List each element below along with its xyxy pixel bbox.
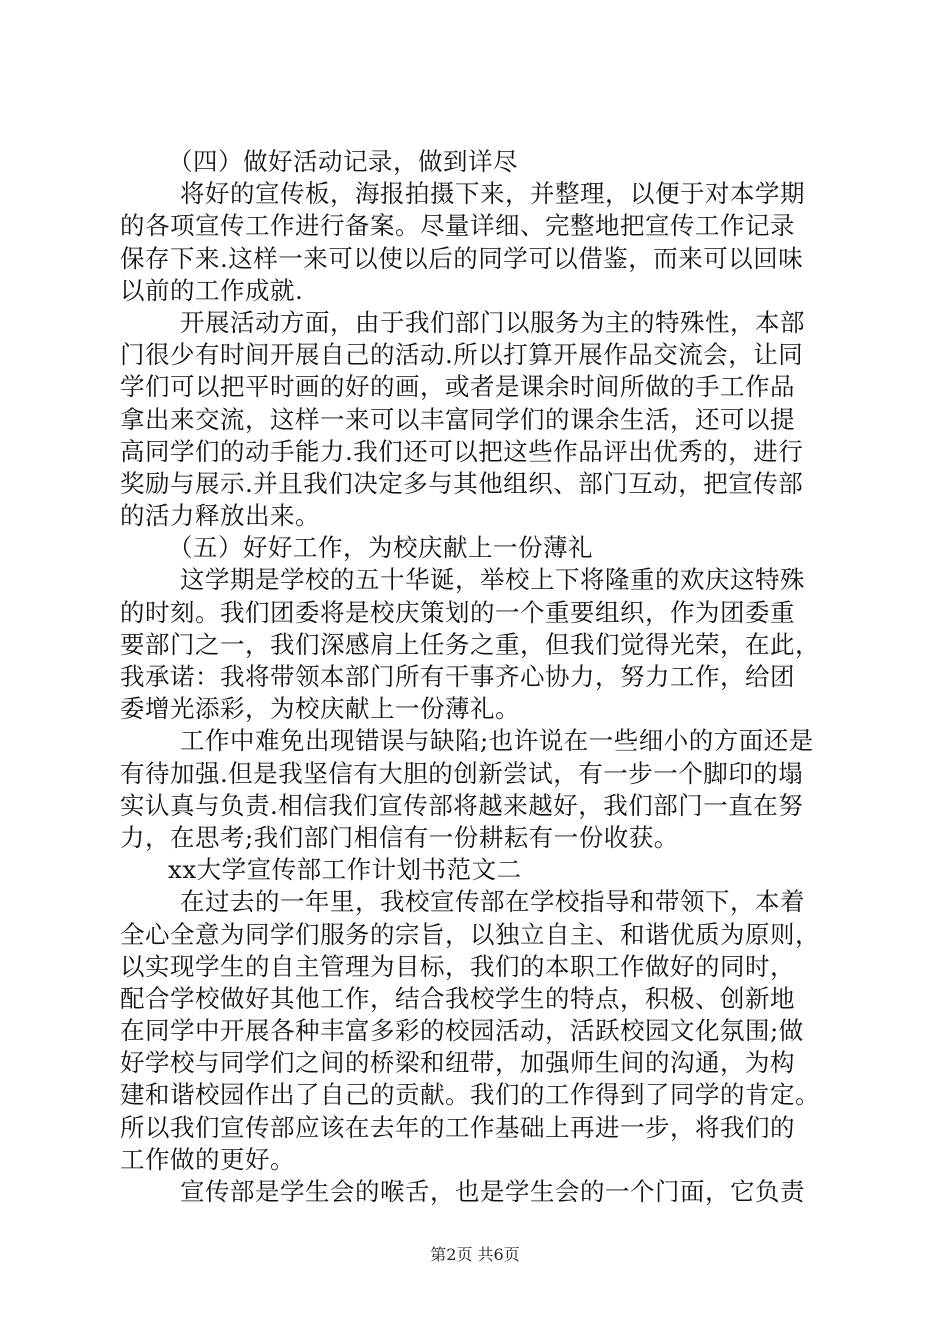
text-line: 以实现学生的自主管理为目标，我们的本职工作做好的同时， bbox=[120, 951, 795, 981]
text-line: 奖励与展示.并且我们决定多与其他组织、部门互动，把宣传部 bbox=[120, 468, 804, 498]
text-line: 力，在思考;我们部门相信有一份耕耘有一份收获。 bbox=[120, 822, 679, 852]
page-footer: 第2页 共6页 bbox=[430, 1245, 520, 1264]
text-line: 建和谐校园作出了自己的贡献。我们的工作得到了同学的肯定。 bbox=[120, 1080, 820, 1110]
text-line: 好学校与同学们之间的桥梁和纽带，加强师生间的沟通，为构 bbox=[120, 1048, 795, 1078]
document-body bbox=[120, 146, 850, 1208]
text-line: 将好的宣传板，海报拍摄下来，并整理，以便于对本学期 bbox=[180, 179, 805, 209]
text-line: 以前的工作成就. bbox=[120, 275, 304, 305]
section-heading: （四）做好活动记录，做到详尽 bbox=[168, 147, 518, 176]
text-line: 的各项宣传工作进行备案。尽量详细、完整地把宣传工作记录 bbox=[120, 211, 795, 241]
text-line: 保存下来.这样一来可以使以后的同学可以借鉴，而来可以回味 bbox=[120, 243, 804, 273]
text-line: 要部门之一，我们深感肩上任务之重，但我们觉得光荣，在此， bbox=[120, 629, 820, 659]
text-line: 门很少有时间开展自己的活动.所以打算开展作品交流会，让同 bbox=[120, 340, 804, 370]
text-line: 所以我们宣传部应该在去年的工作基础上再进一步，将我们的 bbox=[120, 1112, 795, 1142]
text-line: 拿出来交流，这样一来可以丰富同学们的课余生活，还可以提 bbox=[120, 404, 795, 434]
text-line: 宣传部是学生会的喉舌，也是学生会的一个门面，它负责 bbox=[180, 1177, 805, 1206]
text-line: 工作做的更好。 bbox=[120, 1144, 295, 1174]
text-line: 的时刻。我们团委将是校庆策划的一个重要组织，作为团委重 bbox=[120, 597, 795, 627]
text-line: 有待加强.但是我坚信有大胆的创新尝试，有一步一个脚印的塌 bbox=[120, 758, 804, 788]
text-line: 学们可以把平时画的好的画，或者是课余时间所做的手工作品 bbox=[120, 372, 795, 402]
text-line: 在过去的一年里，我校宣传部在学校指导和带领下，本着 bbox=[180, 887, 805, 917]
section-heading: xx大学宣传部工作计划书范文二 bbox=[168, 855, 522, 885]
section-heading: （五）好好工作，为校庆献上一份薄礼 bbox=[168, 533, 593, 563]
text-line: 委增光添彩，为校庆献上一份薄礼。 bbox=[120, 694, 520, 724]
text-line: 我承诺：我将带领本部门所有干事齐心协力，努力工作，给团 bbox=[120, 662, 795, 691]
text-line: 实认真与负责.相信我们宣传部将越来越好，我们部门一直在努 bbox=[120, 790, 804, 820]
text-line: 开展活动方面，由于我们部门以服务为主的特殊性，本部 bbox=[180, 307, 805, 337]
text-line: 工作中难免出现错误与缺陷;也许说在一些细小的方面还是 bbox=[180, 726, 814, 756]
text-line: 高同学们的动手能力.我们还可以把这些作品评出优秀的，进行 bbox=[120, 436, 804, 466]
text-line: 配合学校做好其他工作，结合我校学生的特点，积极、创新地 bbox=[120, 983, 795, 1013]
text-line: 在同学中开展各种丰富多彩的校园活动，活跃校园文化氛围;做 bbox=[120, 1016, 804, 1046]
text-line: 这学期是学校的五十华诞，举校上下将隆重的欢庆这特殊 bbox=[180, 565, 805, 595]
text-line: 的活力释放出来。 bbox=[120, 501, 320, 531]
text-line: 全心全意为同学们服务的宗旨，以独立自主、和谐优质为原则， bbox=[120, 919, 820, 949]
